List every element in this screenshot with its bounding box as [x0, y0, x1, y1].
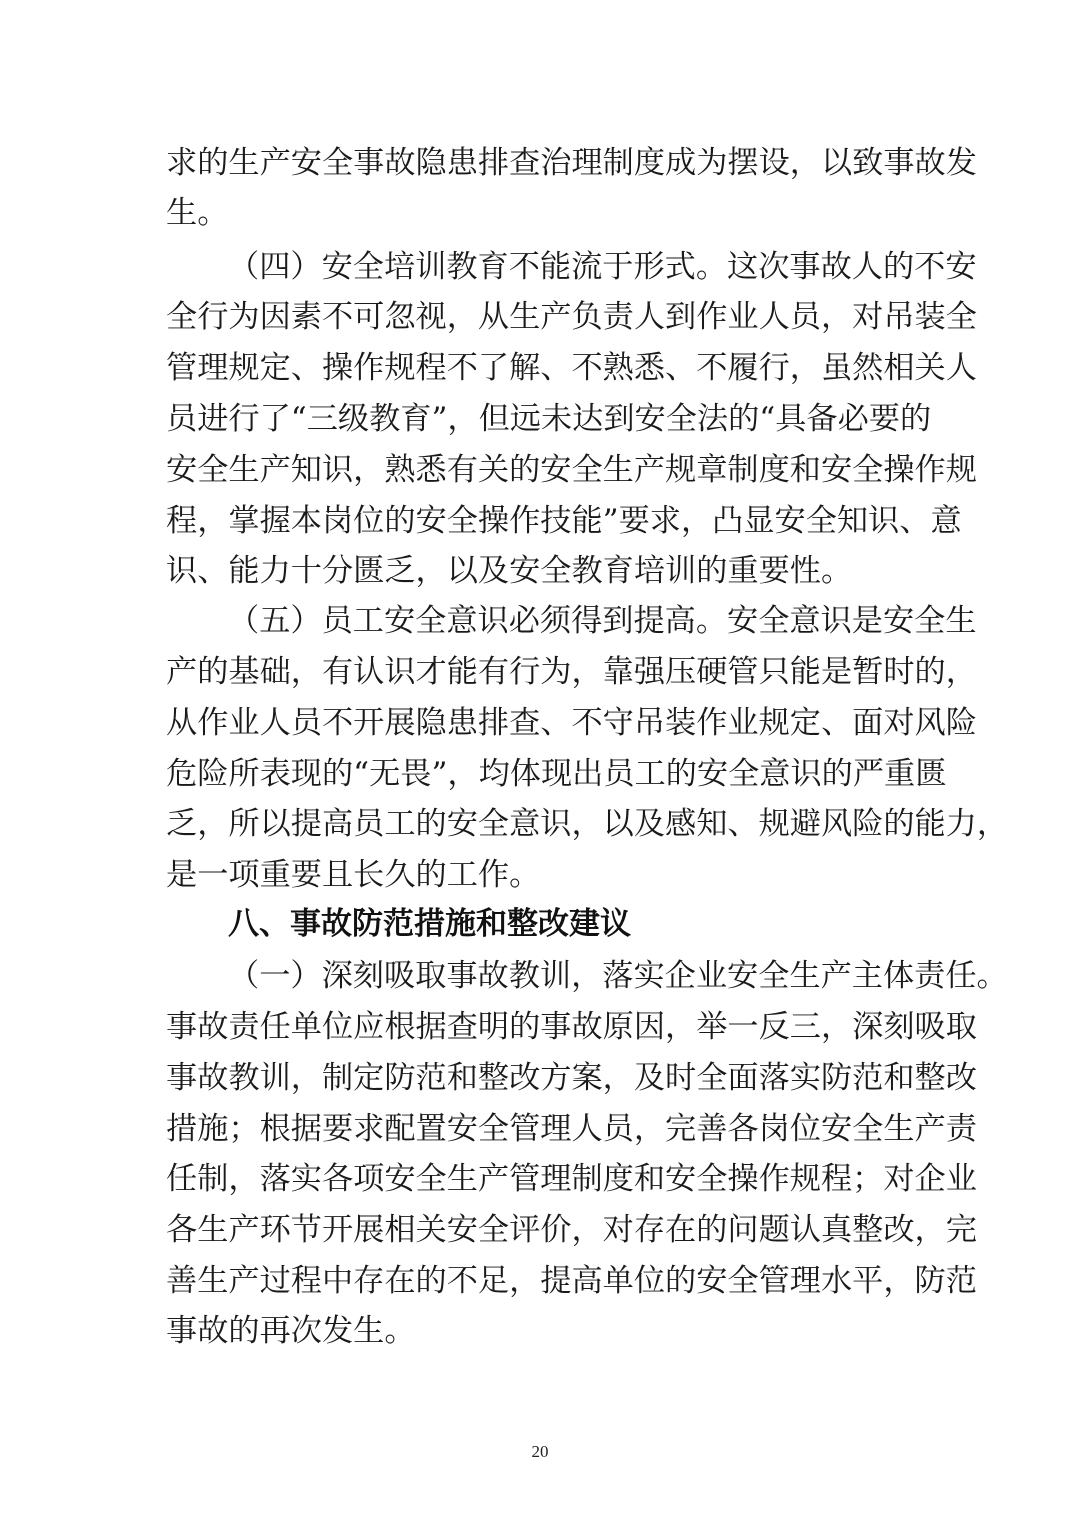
paragraph-line: 善生产过程中存在的不足，提高单位的安全管理水平，防范: [166, 1263, 977, 1299]
paragraph-line: 是一项重要且长久的工作。: [166, 857, 541, 893]
paragraph-line: 任制，落实各项安全生产管理制度和安全操作规程；对企业: [166, 1161, 977, 1197]
paragraph-line: 事故责任单位应根据查明的事故原因，举一反三，深刻吸取: [166, 1009, 977, 1045]
paragraph-line: （一）深刻吸取事故教训，落实企业安全生产主体责任。: [228, 958, 1008, 994]
paragraph-line: 产的基础，有认识才能有行为，靠强压硬管只能是暂时的，: [166, 654, 977, 690]
paragraph-line: 管理规定、操作规程不了解、不熟悉、不履行，虽然相关人: [166, 350, 977, 386]
paragraph-line: 全行为因素不可忽视，从生产负责人到作业人员，对吊装全: [166, 299, 977, 335]
paragraph-line: 员进行了“三级教育”，但远未达到安全法的“具备必要的: [166, 401, 932, 437]
page-number: 20: [531, 1442, 549, 1461]
paragraph-line: 乏，所以提高员工的安全意识，以及感知、规避风险的能力，: [166, 806, 1009, 842]
paragraph-line: 求的生产安全事故隐患排查治理制度成为摆设，以致事故发: [166, 145, 977, 181]
section-heading: 八、事故防范措施和整改建议: [228, 906, 631, 942]
paragraph-line: 从作业人员不开展隐患排查、不守吊装作业规定、面对风险: [166, 705, 977, 741]
paragraph-line: 各生产环节开展相关安全评价，对存在的问题认真整改，完: [166, 1212, 977, 1248]
paragraph-line: 事故教训，制定防范和整改方案，及时全面落实防范和整改: [166, 1060, 977, 1096]
paragraph-line: 危险所表现的“无畏”，均体现出员工的安全意识的严重匮: [166, 756, 947, 792]
paragraph-line: （五）员工安全意识必须得到提高。安全意识是安全生: [228, 603, 977, 639]
paragraph-line: 程，掌握本岗位的安全操作技能”要求，凸显安全知识、意: [166, 503, 962, 539]
paragraph-line: 事故的再次发生。: [166, 1313, 416, 1349]
paragraph-line: （四）安全培训教育不能流于形式。这次事故人的不安: [228, 249, 977, 285]
paragraph-line: 识、能力十分匮乏，以及安全教育培训的重要性。: [166, 553, 853, 589]
paragraph-line: 安全生产知识，熟悉有关的安全生产规章制度和安全操作规: [166, 452, 977, 488]
paragraph-line: 措施；根据要求配置安全管理人员，完善各岗位安全生产责: [166, 1111, 977, 1147]
paragraph-line: 生。: [166, 195, 229, 231]
